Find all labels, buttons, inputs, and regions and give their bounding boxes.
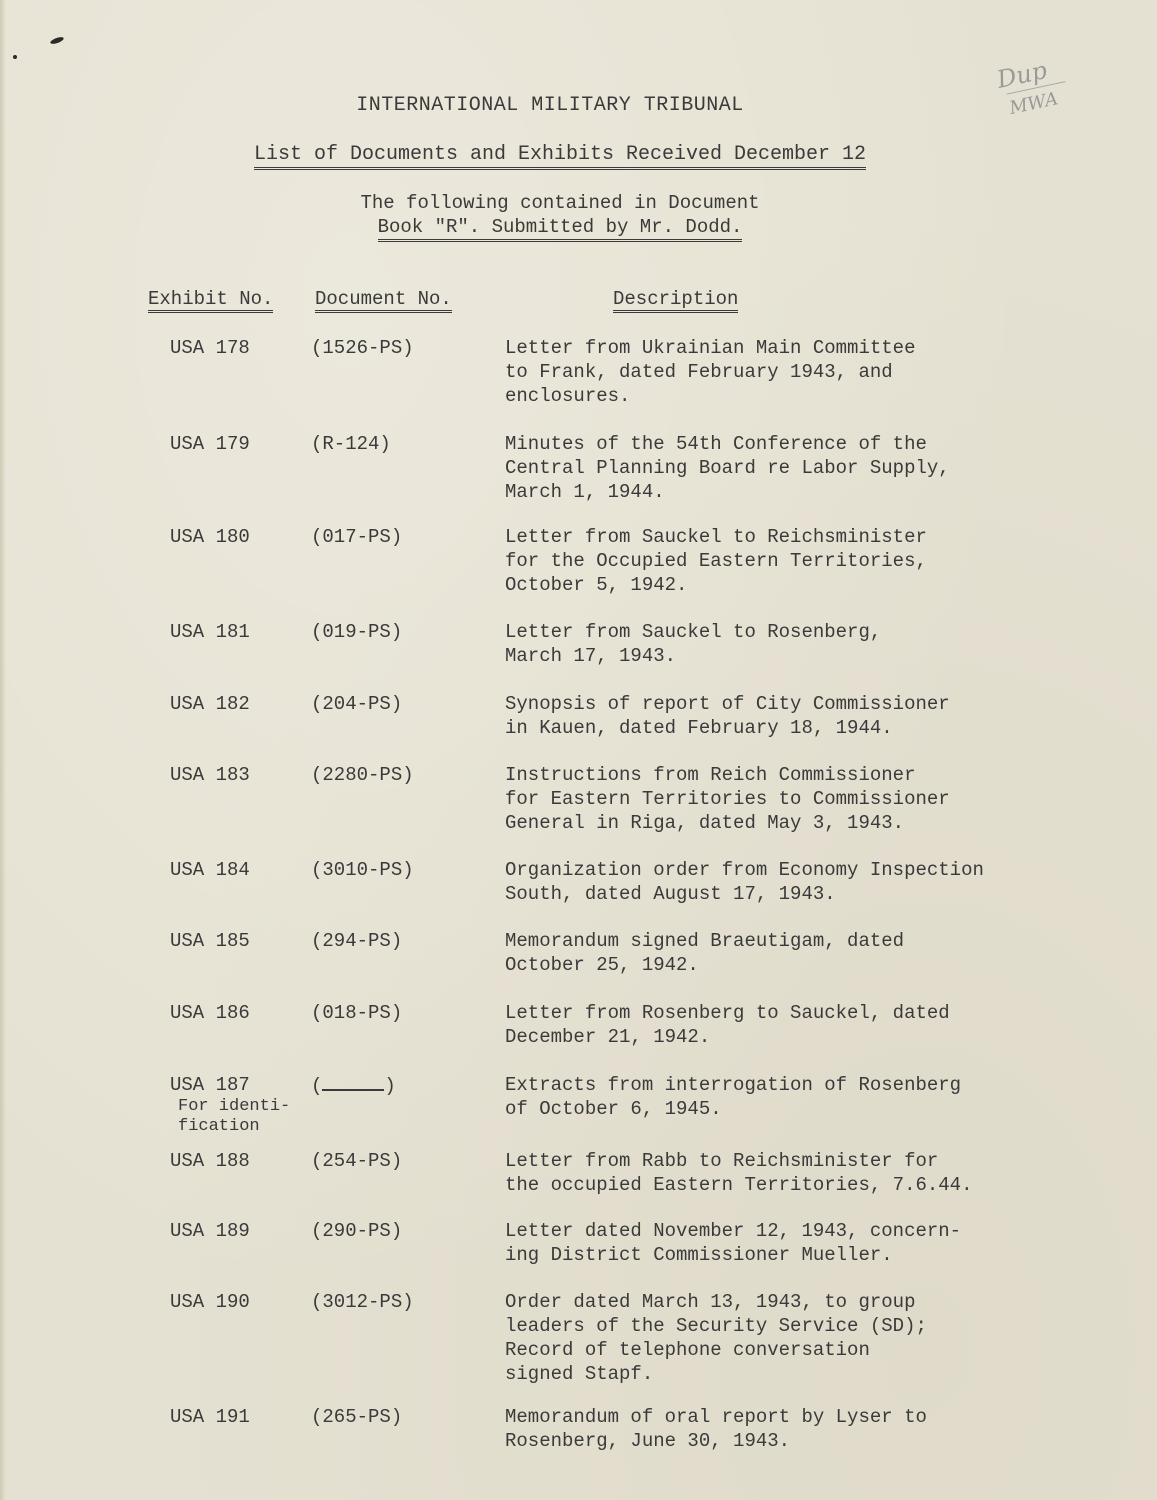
description-line: Synopsis of report of City Commissioner <box>505 693 950 715</box>
description-line: Order dated March 13, 1943, to group <box>505 1291 916 1313</box>
description <box>505 1001 1025 1049</box>
description-line: Instructions from Reich Commissioner <box>505 764 916 786</box>
description <box>505 929 1025 977</box>
handwritten-line-2: MWA <box>1006 81 1071 124</box>
description-line: October 25, 1942. <box>505 954 699 976</box>
handwritten-line-1: Dup <box>994 56 1050 94</box>
identification-note <box>178 1097 290 1137</box>
description-line: Organization order from Economy Inspection <box>505 859 984 881</box>
description-line: Letter dated November 12, 1943, concern- <box>505 1220 962 1242</box>
description-line: signed Stapf. <box>505 1363 654 1385</box>
document-number: (R-124) <box>311 433 391 455</box>
description-line: March 17, 1943. <box>505 645 677 667</box>
intro-line-2 <box>0 216 1120 238</box>
ink-speck <box>13 55 17 59</box>
description <box>505 763 1025 835</box>
description-line: Extracts from interrogation of Rosenberg <box>505 1074 962 1096</box>
description <box>505 336 1025 408</box>
document-number: (3012-PS) <box>311 1291 414 1313</box>
document-title: INTERNATIONAL MILITARY TRIBUNAL <box>356 94 744 117</box>
description-line: Letter from Sauckel to Reichsminister <box>505 526 927 548</box>
document-number: (019-PS) <box>311 621 403 643</box>
subtitle-text: List of Documents and Exhibits Received December 12 <box>254 143 866 170</box>
document-number: (294-PS) <box>311 930 403 952</box>
document-number-open: ( <box>311 1075 323 1097</box>
description <box>505 525 1025 597</box>
description-line: for the Occupied Eastern Territories, <box>505 550 927 572</box>
description-line: Rosenberg, June 30, 1943. <box>505 1430 791 1452</box>
description-line: of October 6, 1945. <box>505 1098 722 1120</box>
intro-line-2-text: Book "R". Submitted by Mr. Dodd. <box>378 216 743 242</box>
exhibit-number: USA 191 <box>170 1406 250 1428</box>
blank-document-number <box>322 1073 384 1091</box>
description <box>505 1149 1025 1197</box>
intro-line-1: The following contained in Document <box>360 192 760 214</box>
description-line: General in Riga, dated May 3, 1943. <box>505 812 905 834</box>
column-header-description <box>613 288 738 310</box>
description-line: October 5, 1942. <box>505 574 688 596</box>
exhibit-number: USA 182 <box>170 693 250 715</box>
exhibit-number: USA 180 <box>170 526 250 548</box>
description-line: in Kauen, dated February 18, 1944. <box>505 717 893 739</box>
description <box>505 432 1025 504</box>
description-line: Letter from Sauckel to Rosenberg, <box>505 621 882 643</box>
exhibit-number: USA 183 <box>170 764 250 786</box>
description-line: to Frank, dated February 1943, and <box>505 361 893 383</box>
column-header-description-text: Description <box>613 288 738 313</box>
document-number: (265-PS) <box>311 1406 403 1428</box>
exhibit-number: USA 185 <box>170 930 250 952</box>
description-line: ing District Commissioner Mueller. <box>505 1244 893 1266</box>
column-header-document-text: Document No. <box>315 288 452 313</box>
identification-note-line: For identi- <box>178 1097 291 1116</box>
document-number: (3010-PS) <box>311 859 414 881</box>
description-line: Record of telephone conversation <box>505 1339 870 1361</box>
document-number-close: ) <box>384 1075 396 1097</box>
exhibit-number: USA 178 <box>170 337 250 359</box>
description-line: Letter from Ukrainian Main Committee <box>505 337 916 359</box>
description-line: enclosures. <box>505 385 631 407</box>
exhibit-number: USA 190 <box>170 1291 250 1313</box>
document-number: (2280-PS) <box>311 764 414 786</box>
description-line: March 1, 1944. <box>505 481 665 503</box>
document-number: (204-PS) <box>311 693 403 715</box>
description-line: December 21, 1942. <box>505 1026 711 1048</box>
description-line: Letter from Rabb to Reichsminister for <box>505 1150 939 1172</box>
description <box>505 1219 1025 1267</box>
description-line: Central Planning Board re Labor Supply, <box>505 457 950 479</box>
description <box>505 1290 1025 1386</box>
document-number <box>311 1073 396 1098</box>
description-line: South, dated August 17, 1943. <box>505 883 836 905</box>
description <box>505 692 1025 740</box>
document-number: (1526-PS) <box>311 337 414 359</box>
description-line: leaders of the Security Service (SD); <box>505 1315 927 1337</box>
description <box>505 1405 1025 1453</box>
exhibit-number: USA 188 <box>170 1150 250 1172</box>
column-header-document <box>315 288 452 310</box>
document-number: (018-PS) <box>311 1002 403 1024</box>
exhibit-number: USA 184 <box>170 859 250 881</box>
column-header-exhibit <box>148 288 273 310</box>
description-line: Letter from Rosenberg to Sauckel, dated <box>505 1002 950 1024</box>
exhibit-number: USA 189 <box>170 1220 250 1242</box>
exhibit-number: USA 181 <box>170 621 250 643</box>
document-number: (254-PS) <box>311 1150 403 1172</box>
document-subtitle <box>0 143 1120 166</box>
description <box>505 1073 1025 1121</box>
exhibit-number: USA 186 <box>170 1002 250 1024</box>
description-line: Minutes of the 54th Conference of the <box>505 433 927 455</box>
description-line: Memorandum signed Braeutigam, dated <box>505 930 905 952</box>
exhibit-number: USA 187 <box>170 1074 250 1096</box>
description <box>505 620 1025 668</box>
identification-note-line: fication <box>178 1117 260 1136</box>
description-line: the occupied Eastern Territories, 7.6.44. <box>505 1174 973 1196</box>
description-line: for Eastern Territories to Commissioner <box>505 788 950 810</box>
description-line: Memorandum of oral report by Lyser to <box>505 1406 927 1428</box>
description <box>505 858 1025 906</box>
document-number: (290-PS) <box>311 1220 403 1242</box>
exhibit-number: USA 179 <box>170 433 250 455</box>
document-number: (017-PS) <box>311 526 403 548</box>
column-header-exhibit-text: Exhibit No. <box>148 288 273 313</box>
